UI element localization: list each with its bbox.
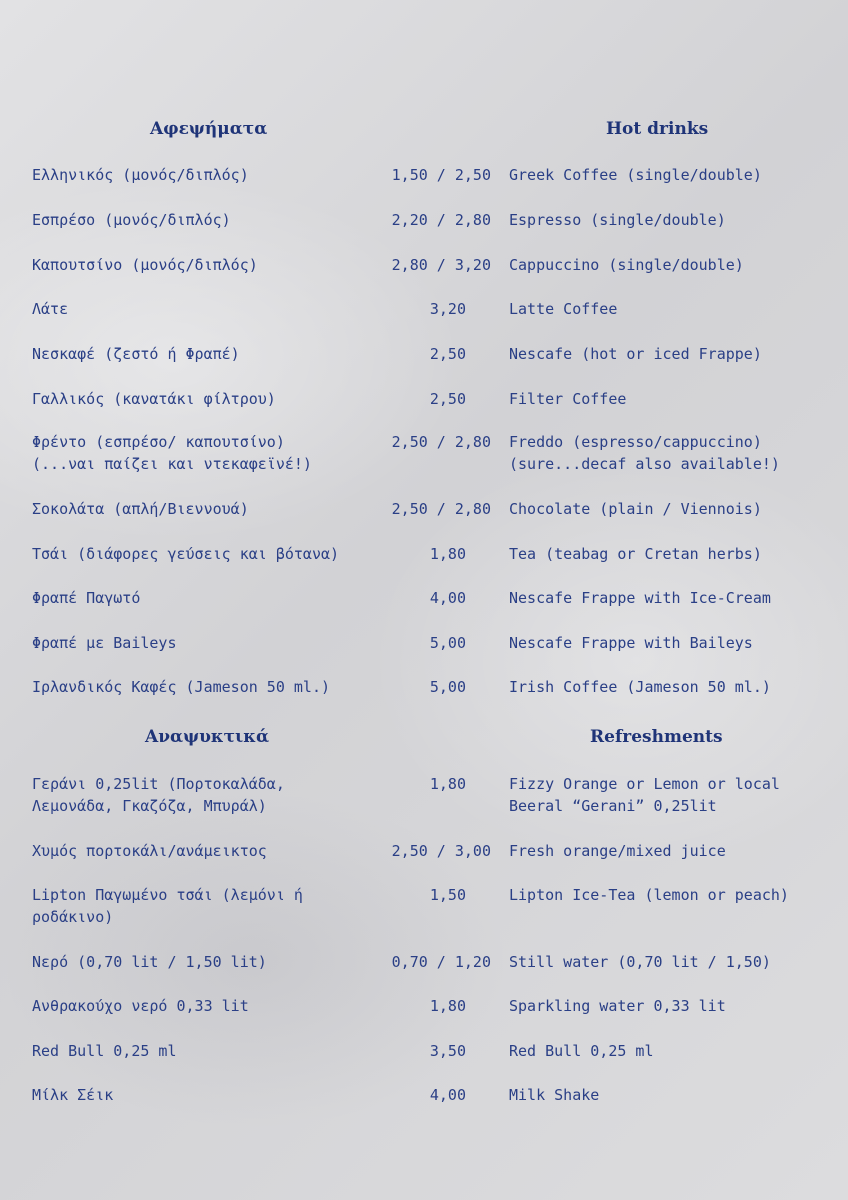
item-price: 2,50 / 3,00	[391, 842, 491, 860]
item-name-gr-line1: Φρέντο (εσπρέσο/ καπουτσίνο)	[32, 433, 285, 451]
item-name-en: Red Bull 0,25 ml	[509, 1042, 654, 1060]
item-name-en-line2: (sure...decaf also available!)	[509, 455, 780, 473]
item-name-en-line1: Fizzy Orange or Lemon or local	[509, 775, 780, 793]
item-price: 2,50 / 2,80	[391, 433, 491, 451]
section-title-ref-gr: Αναψυκτικά	[145, 727, 270, 747]
item-name-gr: Φραπέ με Baileys	[32, 634, 177, 652]
item-name-en	[509, 431, 829, 475]
item-name-gr: Ελληνικός (μονός/διπλός)	[32, 166, 249, 184]
item-name-gr: Μίλκ Σέικ	[32, 1086, 114, 1104]
item-price: 3,20	[429, 300, 466, 318]
item-price: 2,50	[429, 390, 466, 408]
item-name-en: Irish Coffee (Jameson 50 ml.)	[509, 678, 771, 696]
item-price: 3,50	[429, 1042, 466, 1060]
item-price: 1,50	[429, 886, 466, 904]
item-name-gr: Ανθρακούχο νερό 0,33 lit	[32, 997, 249, 1015]
item-name-en: Tea (teabag or Cretan herbs)	[509, 545, 762, 563]
item-name-en: Latte Coffee	[509, 300, 618, 318]
item-name-en: Cappuccino (single/double)	[509, 256, 744, 274]
item-price: 1,80	[429, 997, 466, 1015]
item-name-gr: Φραπέ Παγωτό	[32, 589, 141, 607]
item-name-gr: Σοκολάτα (απλή/Βιεννουά)	[32, 500, 249, 518]
item-name-gr: Νεσκαφέ (ζεστό ή Φραπέ)	[32, 345, 240, 363]
item-name-gr-line2: ροδάκινο)	[32, 908, 114, 926]
section-title-hot-gr: Αφεψήματα	[150, 119, 268, 139]
item-name-gr: Ιρλανδικός Καφές (Jameson 50 ml.)	[32, 678, 331, 696]
item-name-en: Chocolate (plain / Viennois)	[509, 500, 762, 518]
item-name-gr-line1: Lipton Παγωμένο τσάι (λεμόνι ή	[32, 886, 303, 904]
item-name-en: Sparkling water 0,33 lit	[509, 997, 726, 1015]
item-name-gr: Καπουτσίνο (μονός/διπλός)	[32, 256, 258, 274]
item-name-gr-line1: Γεράνι 0,25lit (Πορτοκαλάδα,	[32, 775, 285, 793]
item-price: 0,70 / 1,20	[391, 953, 491, 971]
item-name-en: Nescafe (hot or iced Frappe)	[509, 345, 762, 363]
item-price: 5,00	[429, 678, 466, 696]
section-title-hot-en: Hot drinks	[606, 119, 709, 139]
item-price: 4,00	[429, 1086, 466, 1104]
item-name-gr: Τσάι (διάφορες γεύσεις και βότανα)	[32, 545, 340, 563]
item-name-gr: Χυμός πορτοκάλι/ανάμεικτος	[32, 842, 267, 860]
section-title-ref-en: Refreshments	[590, 727, 723, 747]
item-name-en: Filter Coffee	[509, 390, 627, 408]
item-name-gr: Εσπρέσο (μονός/διπλός)	[32, 211, 231, 229]
item-name-gr: Λάτε	[32, 300, 69, 318]
item-name-en: Nescafe Frappe with Baileys	[509, 634, 753, 652]
item-price: 2,50 / 2,80	[391, 500, 491, 518]
item-price: 2,50	[429, 345, 466, 363]
item-price: 1,80	[429, 775, 466, 793]
item-name-en: Milk Shake	[509, 1086, 600, 1104]
item-name-en: Nescafe Frappe with Ice-Cream	[509, 589, 771, 607]
item-name-en-line2: Beeral “Gerani” 0,25lit	[509, 797, 717, 815]
item-name-en	[509, 773, 829, 817]
item-price: 4,00	[429, 589, 466, 607]
item-price: 2,20 / 2,80	[391, 211, 491, 229]
item-name-en: Espresso (single/double)	[509, 211, 726, 229]
item-price: 5,00	[429, 634, 466, 652]
item-name-en: Still water (0,70 lit / 1,50)	[509, 953, 771, 971]
item-name-gr	[32, 431, 392, 475]
item-price: 1,50 / 2,50	[391, 166, 491, 184]
item-name-en-line1: Freddo (espresso/cappuccino)	[509, 433, 762, 451]
item-name-gr: Γαλλικός (κανατάκι φίλτρου)	[32, 390, 276, 408]
item-price: 1,80	[429, 545, 466, 563]
item-name-gr	[32, 884, 392, 928]
item-name-gr	[32, 773, 392, 817]
item-name-gr-line2: Λεμονάδα, Γκαζόζα, Μπυράλ)	[32, 797, 267, 815]
item-name-en: Lipton Ice-Tea (lemon or peach)	[509, 886, 789, 904]
item-name-en: Fresh orange/mixed juice	[509, 842, 726, 860]
item-name-en: Greek Coffee (single/double)	[509, 166, 762, 184]
item-price: 2,80 / 3,20	[391, 256, 491, 274]
item-name-gr: Red Bull 0,25 ml	[32, 1042, 177, 1060]
item-name-gr-line2: (...ναι παίζει και ντεκαφεϊνέ!)	[32, 455, 312, 473]
item-name-gr: Νερό (0,70 lit / 1,50 lit)	[32, 953, 267, 971]
